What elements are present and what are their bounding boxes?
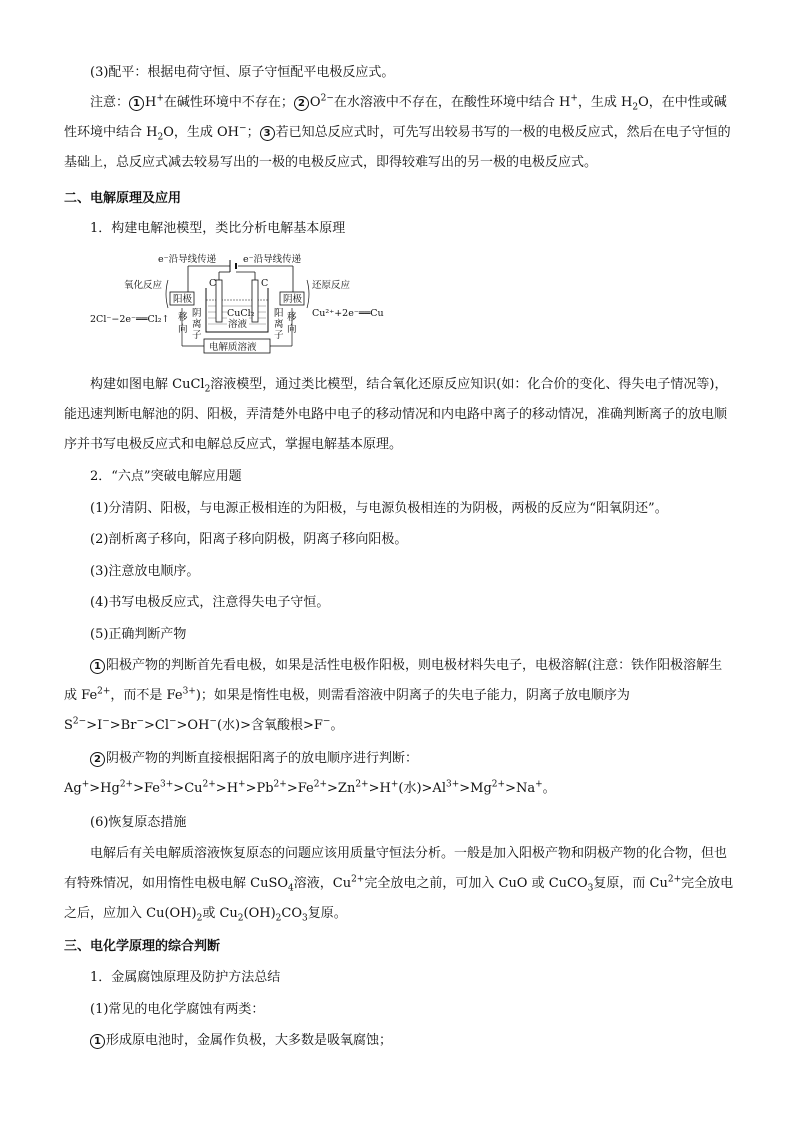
paragraph-model: 构建如图电解 CuCl$_2$溶液模型，通过类比模型，结合氧化还原反应知识(如：化合价的变化、得失电子情况等)，能迅速判断电解池的阴、阳极，弄清楚外电路中电子的移动情况和内电路中离子的移动情况，准确判断离子的放电顺序并书写电极反应式和电解总反应式，掌握电解基本原理。	[64, 377, 728, 452]
circled-number: 1	[90, 1034, 105, 1049]
anode-product-paragraph: 1 阳极产物的判断首先看电极，如果是活性电极作阳极，则电极材料失电子，电极溶解(注意：铁作阳极溶解生成 $Fe^{2+}$，而不是 $Fe^{3+}$)；如果是惰性电极，则需看溶液中阴离子的失电子能力，阴离子放电顺序为 $S^{2-}>I^->Br^->Cl^->OH^-$(水)>含氧酸根>F−。	[64, 658, 723, 733]
point-3: (3)注意放电顺序。	[90, 564, 200, 579]
point-4: (4)书写电极反应式，注意得失电子守恒。	[90, 595, 330, 610]
circled-number: 2	[294, 96, 309, 111]
anion-label-2: 离	[192, 319, 202, 330]
cation-label-2: 离	[274, 319, 284, 330]
anode-equation: 2Cl⁻−2e⁻══Cl₂↑	[90, 314, 170, 325]
section-heading-electrochem: 三、电化学原理的综合判断	[64, 939, 221, 954]
subheading-model: 1．构建电解池模型，类比分析电解基本原理	[90, 221, 346, 236]
point-2: (2)剖析离子移向，阳离子移向阴极，阴离子移向阳极。	[90, 532, 408, 547]
cation-label-1: 阳	[274, 308, 284, 319]
circled-number: 2	[90, 752, 105, 767]
restore-paragraph: 电解后有关电解质溶液恢复原态的问题应该用质量守恒法分析。一般是加入阳极产物和阴极产物的化合物，但也有特殊情况，如用惰性电极电解 CuSO$_4$溶液，$Cu^{2+}$完全放电之前，可加入 CuO 或 CuCO$_3$复原，而 $Cu^{2+}$完全放电之后，应加入 $Cu(OH)_2$或 $Cu_2(OH)_2CO_3$复原。	[64, 846, 734, 924]
corrosion-types: (1)常见的电化学腐蚀有两类：	[90, 1002, 265, 1017]
move-right-2: 向	[287, 324, 297, 335]
circled-number: 1	[90, 659, 105, 674]
anion-label-3: 子	[192, 330, 202, 341]
move-left-1: 移	[178, 312, 188, 323]
electrolysis-cell-diagram	[88, 250, 388, 360]
solution-formula: CuCl₂	[227, 308, 255, 319]
cation-label-3: 子	[274, 330, 284, 341]
point-1: (1)分清阴、阳极，与电源正极相连的为阳极，与电源负极相连的为阴极，两极的反应为“阳氧阴还”。	[90, 501, 668, 516]
circled-number: 1	[129, 96, 144, 111]
point-5: (5)正确判断产物	[90, 627, 187, 642]
electrode-c-right: C	[261, 278, 269, 289]
electron-flow-label-right: e⁻沿导线传递	[243, 254, 302, 265]
subheading-corrosion: 1．金属腐蚀原理及防护方法总结	[90, 970, 281, 985]
reduction-label: 还原反应	[312, 280, 351, 291]
point-6: (6)恢复原态措施	[90, 815, 187, 830]
cathode-equation: Cu²⁺+2e⁻══Cu	[312, 308, 384, 319]
move-left-2: 向	[178, 324, 188, 335]
paragraph-note: 注意： 1 H+在碱性环境中不存在； 2 $O^{2-}$在水溶液中不存在，在酸性环境中结合 H+，生成 $H_2O$，在中性或碱性环境中结合 $H_2O$，生成 OH−； 3 若已知总反应式时，可先写出较易书写的一极的电极反应式，然后在电子守恒的基础上，总反应式减去较易写出的一极的电极反应式，即得较难写出的另一极的电极反应式。	[64, 93, 731, 170]
solution-label: 溶液	[228, 319, 248, 330]
paragraph-balance: (3)配平：根据电荷守恒、原子守恒配平电极反应式。	[90, 65, 395, 80]
anion-label-1: 阴	[192, 308, 202, 319]
move-right-1: 移	[287, 312, 297, 323]
section-heading-electrolysis: 二、电解原理及应用	[64, 191, 182, 206]
cathode-label: 阴极	[283, 294, 303, 305]
circled-number: 3	[260, 126, 275, 141]
cathode-product-paragraph: 2 阴极产物的判断直接根据阳离子的放电顺序进行判断：$Ag^+>Hg^{2+}>Fe^{3+}>Cu^{2+}>H^+>Pb^{2+}>Fe^{2+}>Zn^{2+}>H^+$(水)$>Al^{3+}>Mg^{2+}>Na^+$。	[64, 751, 556, 796]
subheading-six-points: 2．“六点”突破电解应用题	[90, 469, 242, 484]
anode-label: 阳极	[173, 294, 193, 305]
electron-flow-label-left: e⁻沿导线传递	[158, 254, 217, 265]
electrolyte-label: 电解质溶液	[209, 342, 257, 353]
electrode-c-left: C	[209, 278, 217, 289]
oxidation-label: 氧化反应	[124, 280, 163, 291]
corrosion-item-1: 1 形成原电池时，金属作负极，大多数是吸氧腐蚀；	[64, 1026, 734, 1056]
